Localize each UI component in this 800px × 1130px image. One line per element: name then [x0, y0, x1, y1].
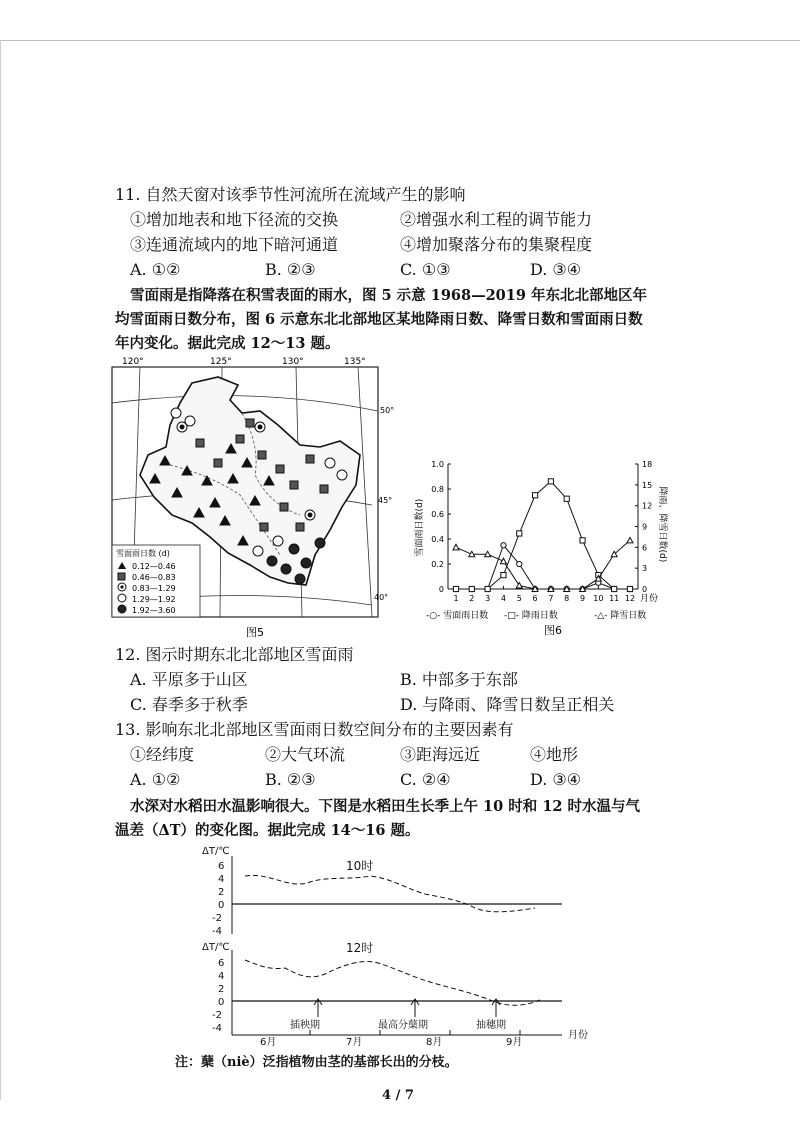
- q11-option-2: ②增强水利工程的调节能力: [400, 210, 593, 229]
- q13-choice-d: D. ③④: [530, 770, 582, 789]
- lower-ytick-0: 0: [218, 997, 225, 1008]
- chart-x-tick-label: 6: [532, 594, 538, 603]
- chart-point-snow-rain: [517, 561, 522, 566]
- stage-heading: 抽穗期: [476, 1020, 506, 1031]
- figure-6-chart: [408, 452, 698, 642]
- label-10h: 10时: [346, 859, 374, 873]
- chart-left-tick-label: 1.0: [431, 460, 444, 469]
- q13-option-4: ④地形: [530, 745, 579, 764]
- chart-x-unit: 月份: [640, 594, 659, 604]
- chart-legend-1: -○- 雪面雨日数: [426, 611, 489, 621]
- figure-delta-t: [200, 842, 640, 1047]
- month-8: 8月: [426, 1037, 443, 1048]
- chart-x-tick-label: 12: [624, 594, 636, 603]
- month-7: 7月: [346, 1037, 363, 1048]
- lower-ytick-m4: -4: [212, 1023, 222, 1034]
- lat-label-40: 40°: [374, 593, 389, 602]
- lower-axis-label: ΔT/℃: [202, 942, 230, 953]
- chart-right-tick-label: 0: [642, 585, 648, 594]
- chart-left-tick-label: 0: [438, 585, 444, 594]
- lower-ytick-4: 4: [218, 971, 225, 982]
- chart-x-tick-label: 7: [548, 594, 554, 603]
- chart-point-rain: [627, 586, 632, 591]
- chart-point-rain: [580, 538, 585, 543]
- lat-label-45: 45°: [378, 496, 393, 505]
- intro2-line-1: 水深对水稻田水温影响很大。下图是水稻田生长季上午 10 时和 12 时水温与气: [130, 798, 641, 815]
- month-unit: 月份: [568, 1030, 588, 1041]
- chart-series-line-3: [456, 540, 630, 589]
- chart-x-tick-label: 1: [453, 594, 459, 603]
- figure-5-caption: 图5: [246, 626, 264, 639]
- page-number: 4 / 7: [382, 1088, 414, 1103]
- chart-series-line-1: [456, 545, 630, 589]
- chart-point-snow: [516, 583, 522, 589]
- legend-item-5: 1.92—3.60: [132, 606, 176, 615]
- chart-point-rain: [548, 479, 553, 484]
- stage-transplant: 插秧期: [290, 1020, 320, 1031]
- chart-right-tick-label: 3: [642, 564, 648, 574]
- chart-point-snow-rain: [501, 543, 506, 548]
- page-left-border: [0, 40, 1, 1100]
- lon-label-125: 125°: [210, 357, 232, 367]
- q13-stem: 13. 影响东北北部地区雪面雨日数空间分布的主要因素有: [115, 720, 514, 739]
- intro1-line-1: 雪面雨是指降落在积雪表面的雨水，图 5 示意 1968—2019 年东北北部地区年: [130, 287, 647, 304]
- upper-ytick-4: 4: [218, 874, 225, 885]
- upper-ytick-2: 2: [218, 887, 225, 898]
- chart-point-snow: [453, 544, 459, 550]
- chart-x-tick-label: 5: [516, 594, 522, 603]
- chart-legend-3: -△- 降雪日数: [594, 611, 647, 621]
- page-top-border: [0, 40, 800, 41]
- chart-point-rain: [517, 531, 522, 536]
- chart-left-tick-label: 0.2: [431, 560, 444, 569]
- chart-point-snow: [500, 558, 506, 564]
- chart-legend-2: -□- 降雨日数: [504, 611, 558, 621]
- legend-title: 雪面雨日数 (d): [116, 549, 170, 558]
- lower-ytick-2: 2: [218, 984, 225, 995]
- chart-right-tick-label: 18: [642, 460, 653, 469]
- upper-ytick-m4: -4: [212, 926, 222, 937]
- upper-ytick-m2: -2: [212, 913, 222, 924]
- q11-stem: 11. 自然天窗对该季节性河流所在流域产生的影响: [115, 185, 466, 204]
- q13-option-3: ③距海远近: [400, 745, 481, 764]
- month-9: 9月: [506, 1037, 523, 1048]
- q11-choice-b: B. ②③: [265, 260, 316, 279]
- stage-max-tillering: 最高分蘖期: [378, 1020, 428, 1031]
- chart-x-tick-label: 11: [609, 594, 620, 603]
- chart-point-rain: [485, 586, 490, 591]
- intro1-line-2: 均雪面雨日数分布，图 6 示意东北北部地区某地降雨日数、降雪日数和雪面雨日数: [115, 311, 643, 328]
- upper-ytick-6: 6: [218, 861, 225, 872]
- q11-choice-c: C. ①③: [400, 260, 451, 279]
- month-6: 6月: [260, 1037, 277, 1048]
- chart-right-tick-label: 15: [642, 480, 653, 490]
- lon-label-130: 130°: [282, 357, 304, 367]
- chart-point-rain: [501, 573, 506, 578]
- q12-stem: 12. 图示时期东北北部地区雪面雨: [115, 645, 354, 664]
- upper-axis-label: ΔT/℃: [202, 846, 230, 857]
- chart-x-tick-label: 10: [593, 594, 604, 603]
- q11-option-1: ①增加地表和地下径流的交换: [130, 210, 339, 229]
- legend-item-3: 0.83—1.29: [132, 584, 176, 593]
- q11-option-3: ③连通流域内的地下暗河通道: [130, 235, 339, 254]
- q13-choice-b: B. ②③: [265, 770, 316, 789]
- chart-point-rain: [612, 586, 617, 591]
- lat-label-50: 50°: [380, 406, 395, 415]
- q12-choice-d: D. 与降雨、降雪日数呈正相关: [400, 695, 615, 714]
- legend-item-1: 0.12—0.46: [132, 562, 176, 571]
- q12-choice-a: A. 平原多于山区: [130, 670, 248, 689]
- chart-left-tick-label: 0.8: [431, 485, 444, 494]
- chart-x-tick-label: 3: [485, 594, 491, 603]
- chart-left-tick-label: 0.6: [431, 510, 444, 519]
- upper-ytick-0: 0: [218, 900, 225, 911]
- q13-option-1: ①经纬度: [130, 745, 195, 764]
- lower-ytick-m2: -2: [212, 1010, 222, 1021]
- chart-point-rain: [564, 496, 569, 501]
- q11-choice-d: D. ③④: [530, 260, 582, 279]
- chart-point-rain: [453, 586, 458, 591]
- series-10h: [245, 875, 535, 911]
- footnote: 注：蘖（niè）泛指植物由茎的基部长出的分枝。: [175, 1055, 458, 1070]
- q11-choice-a: A. ①②: [130, 260, 181, 279]
- chart-point-rain: [532, 493, 537, 498]
- chart-x-tick-label: 4: [500, 594, 507, 603]
- legend-item-2: 0.46—0.83: [132, 573, 176, 582]
- q13-option-2: ②大气环流: [265, 745, 346, 764]
- figure-5-map: [110, 355, 395, 640]
- chart-right-tick-label: 9: [642, 522, 648, 532]
- lon-label-135: 135°: [344, 357, 366, 367]
- chart-right-axis-label: 降雨、降雪日数(d): [657, 486, 667, 563]
- chart-x-tick-label: 8: [564, 594, 570, 603]
- chart-point-snow: [627, 537, 633, 543]
- q13-choice-c: C. ②④: [400, 770, 451, 789]
- lon-label-120: 120°: [122, 357, 144, 367]
- q12-choice-c: C. 春季多于秋季: [130, 695, 248, 714]
- chart-right-tick-label: 6: [642, 543, 648, 553]
- chart-left-tick-label: 0.4: [431, 535, 444, 544]
- lower-ytick-6: 6: [218, 958, 225, 969]
- intro1-line-3: 年内变化。据此完成 12～13 题。: [115, 335, 340, 352]
- label-12h: 12时: [346, 941, 374, 955]
- q12-choice-b: B. 中部多于东部: [400, 670, 518, 689]
- chart-series-line-2: [456, 481, 630, 589]
- chart-x-tick-label: 9: [579, 594, 586, 603]
- figure-5-legend: [112, 545, 200, 617]
- intro2-line-2: 温差（ΔT）的变化图。据此完成 14～16 题。: [115, 822, 420, 839]
- q11-option-4: ④增加聚落分布的集聚程度: [400, 235, 593, 254]
- chart-left-axis-label: 雪面雨日数(d): [415, 498, 425, 557]
- chart-point-rain: [469, 586, 474, 591]
- chart-title: 图6: [544, 624, 562, 637]
- chart-x-tick-label: 2: [469, 594, 475, 603]
- chart-right-tick-label: 12: [642, 501, 653, 511]
- legend-item-4: 1.29—1.92: [132, 595, 176, 604]
- q13-choice-a: A. ①②: [130, 770, 181, 789]
